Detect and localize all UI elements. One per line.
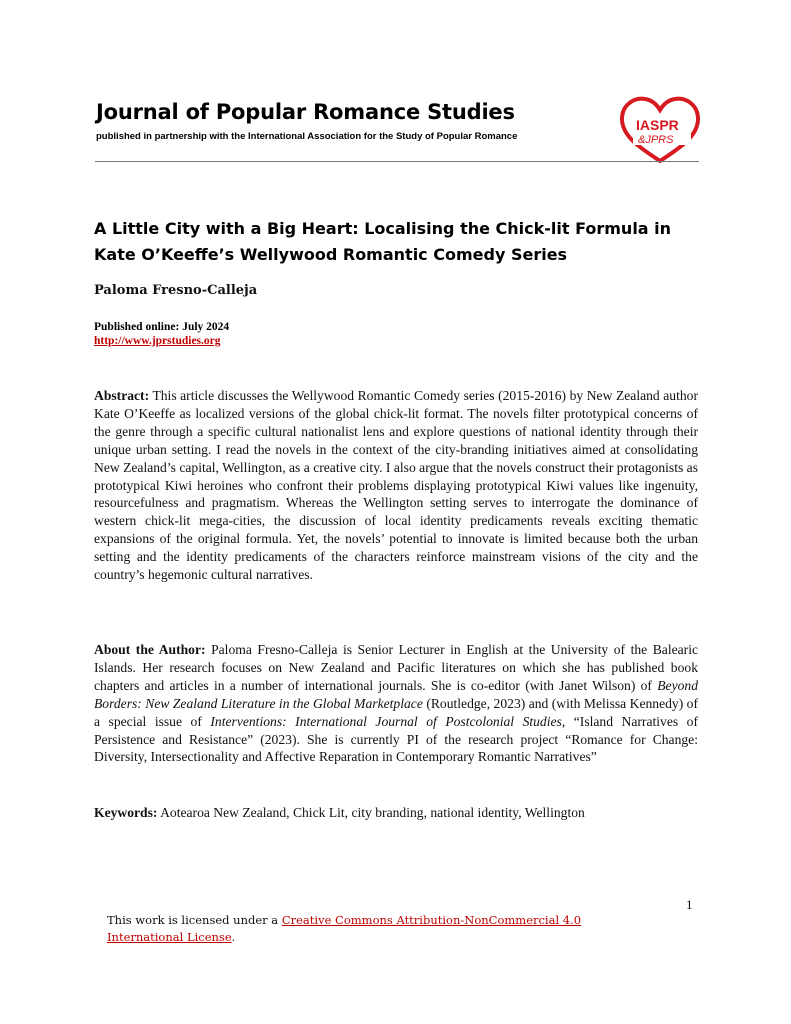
journal-title: Journal of Popular Romance Studies xyxy=(96,100,515,124)
heart-logo-icon xyxy=(614,93,706,165)
about-author-paragraph xyxy=(94,641,698,766)
logo-text-bottom: &JPRS xyxy=(638,134,674,146)
about-text-1: Paloma Fresno-Calleja is Senior Lecturer in English at the University of the Balearic Islands. Her research focuses on New Zealand and Pacific literatures on which she has published book chapters and articles in a number of international journals. She is co-editor (with Janet Wilson) of xyxy=(94,642,699,693)
abstract-text: This article discusses the Wellywood Romantic Comedy series (2015-2016) by New Zealand author Kate O’Keeffe as localized versions of the global chick-lit format. The novels filter prototypical concerns of the genre through a specific cultural nationalist lens and explore questions of national identity through their unique urban setting. I read the novels in the context of the city-branding initiatives aimed at consolidating New Zealand’s capital, Wellington, as a creative city. I also argue that the novels construct their protagonists as prototypical Kiwi heroines who confront their problems displaying prototypical Kiwi values like ingenuity, resourcefulness and pragmatism. Whereas the Wellington setting serves to interrogate the dominance of western chick-lit mega-cities, the discussion of local identity predicaments reveals exciting thematic expansions of the original formula. Yet, the novels’ potential to innovate is limited because both the urban setting and the identity predicaments of the characters reinforce mainstream visions of the city and the country’s hegemonic cultural narratives. xyxy=(94,388,699,583)
header-divider xyxy=(95,161,699,162)
journal-subtitle: published in partnership with the International Association for the Study of Popular Romance xyxy=(96,131,518,142)
license-link[interactable]: Creative Commons Attribution-NonCommercial 4.0 International License xyxy=(107,913,582,944)
author-name: Paloma Fresno-Calleja xyxy=(94,283,258,298)
about-text-2: (Routledge, 2023) and (with Melissa Kennedy) of a special issue of xyxy=(94,695,698,729)
keywords-label: Keywords: xyxy=(94,805,158,820)
page-number: 1 xyxy=(686,897,693,912)
license-suffix: . xyxy=(231,930,236,944)
article-title: A Little City with a Big Heart: Localising the Chick-lit Formula in Kate O’Keeffe’s Wellywood Romantic Comedy Series xyxy=(94,219,672,264)
keywords-text: Aotearoa New Zealand, Chick Lit, city branding, national identity, Wellington xyxy=(160,805,585,820)
logo-text-top: IASPR xyxy=(636,117,679,133)
license-notice xyxy=(107,912,627,946)
journal-issue-title: Interventions: International Journal of Postcolonial Studies xyxy=(210,713,562,729)
about-author-label: About the Author: xyxy=(94,642,206,657)
abstract-label: Abstract: xyxy=(94,388,150,403)
iaspr-logo xyxy=(614,93,706,165)
abstract-paragraph xyxy=(94,387,698,584)
license-prefix: This work is licensed under a xyxy=(107,913,279,927)
journal-url-link[interactable]: http://www.jprstudies.org xyxy=(94,335,221,347)
book-title: Beyond Borders: New Zealand Literature in the Global Marketplace xyxy=(94,677,698,711)
keywords-paragraph xyxy=(94,804,698,822)
publication-date: Published online: July 2024 xyxy=(94,321,230,333)
about-text-3: , “Island Narratives of Persistence and Resistance” (2023). She is currently PI of the research project “Romance for Change: Diversity, Intersectionality and Affective Reparation in Contemporary Romantic Narratives” xyxy=(94,713,698,765)
